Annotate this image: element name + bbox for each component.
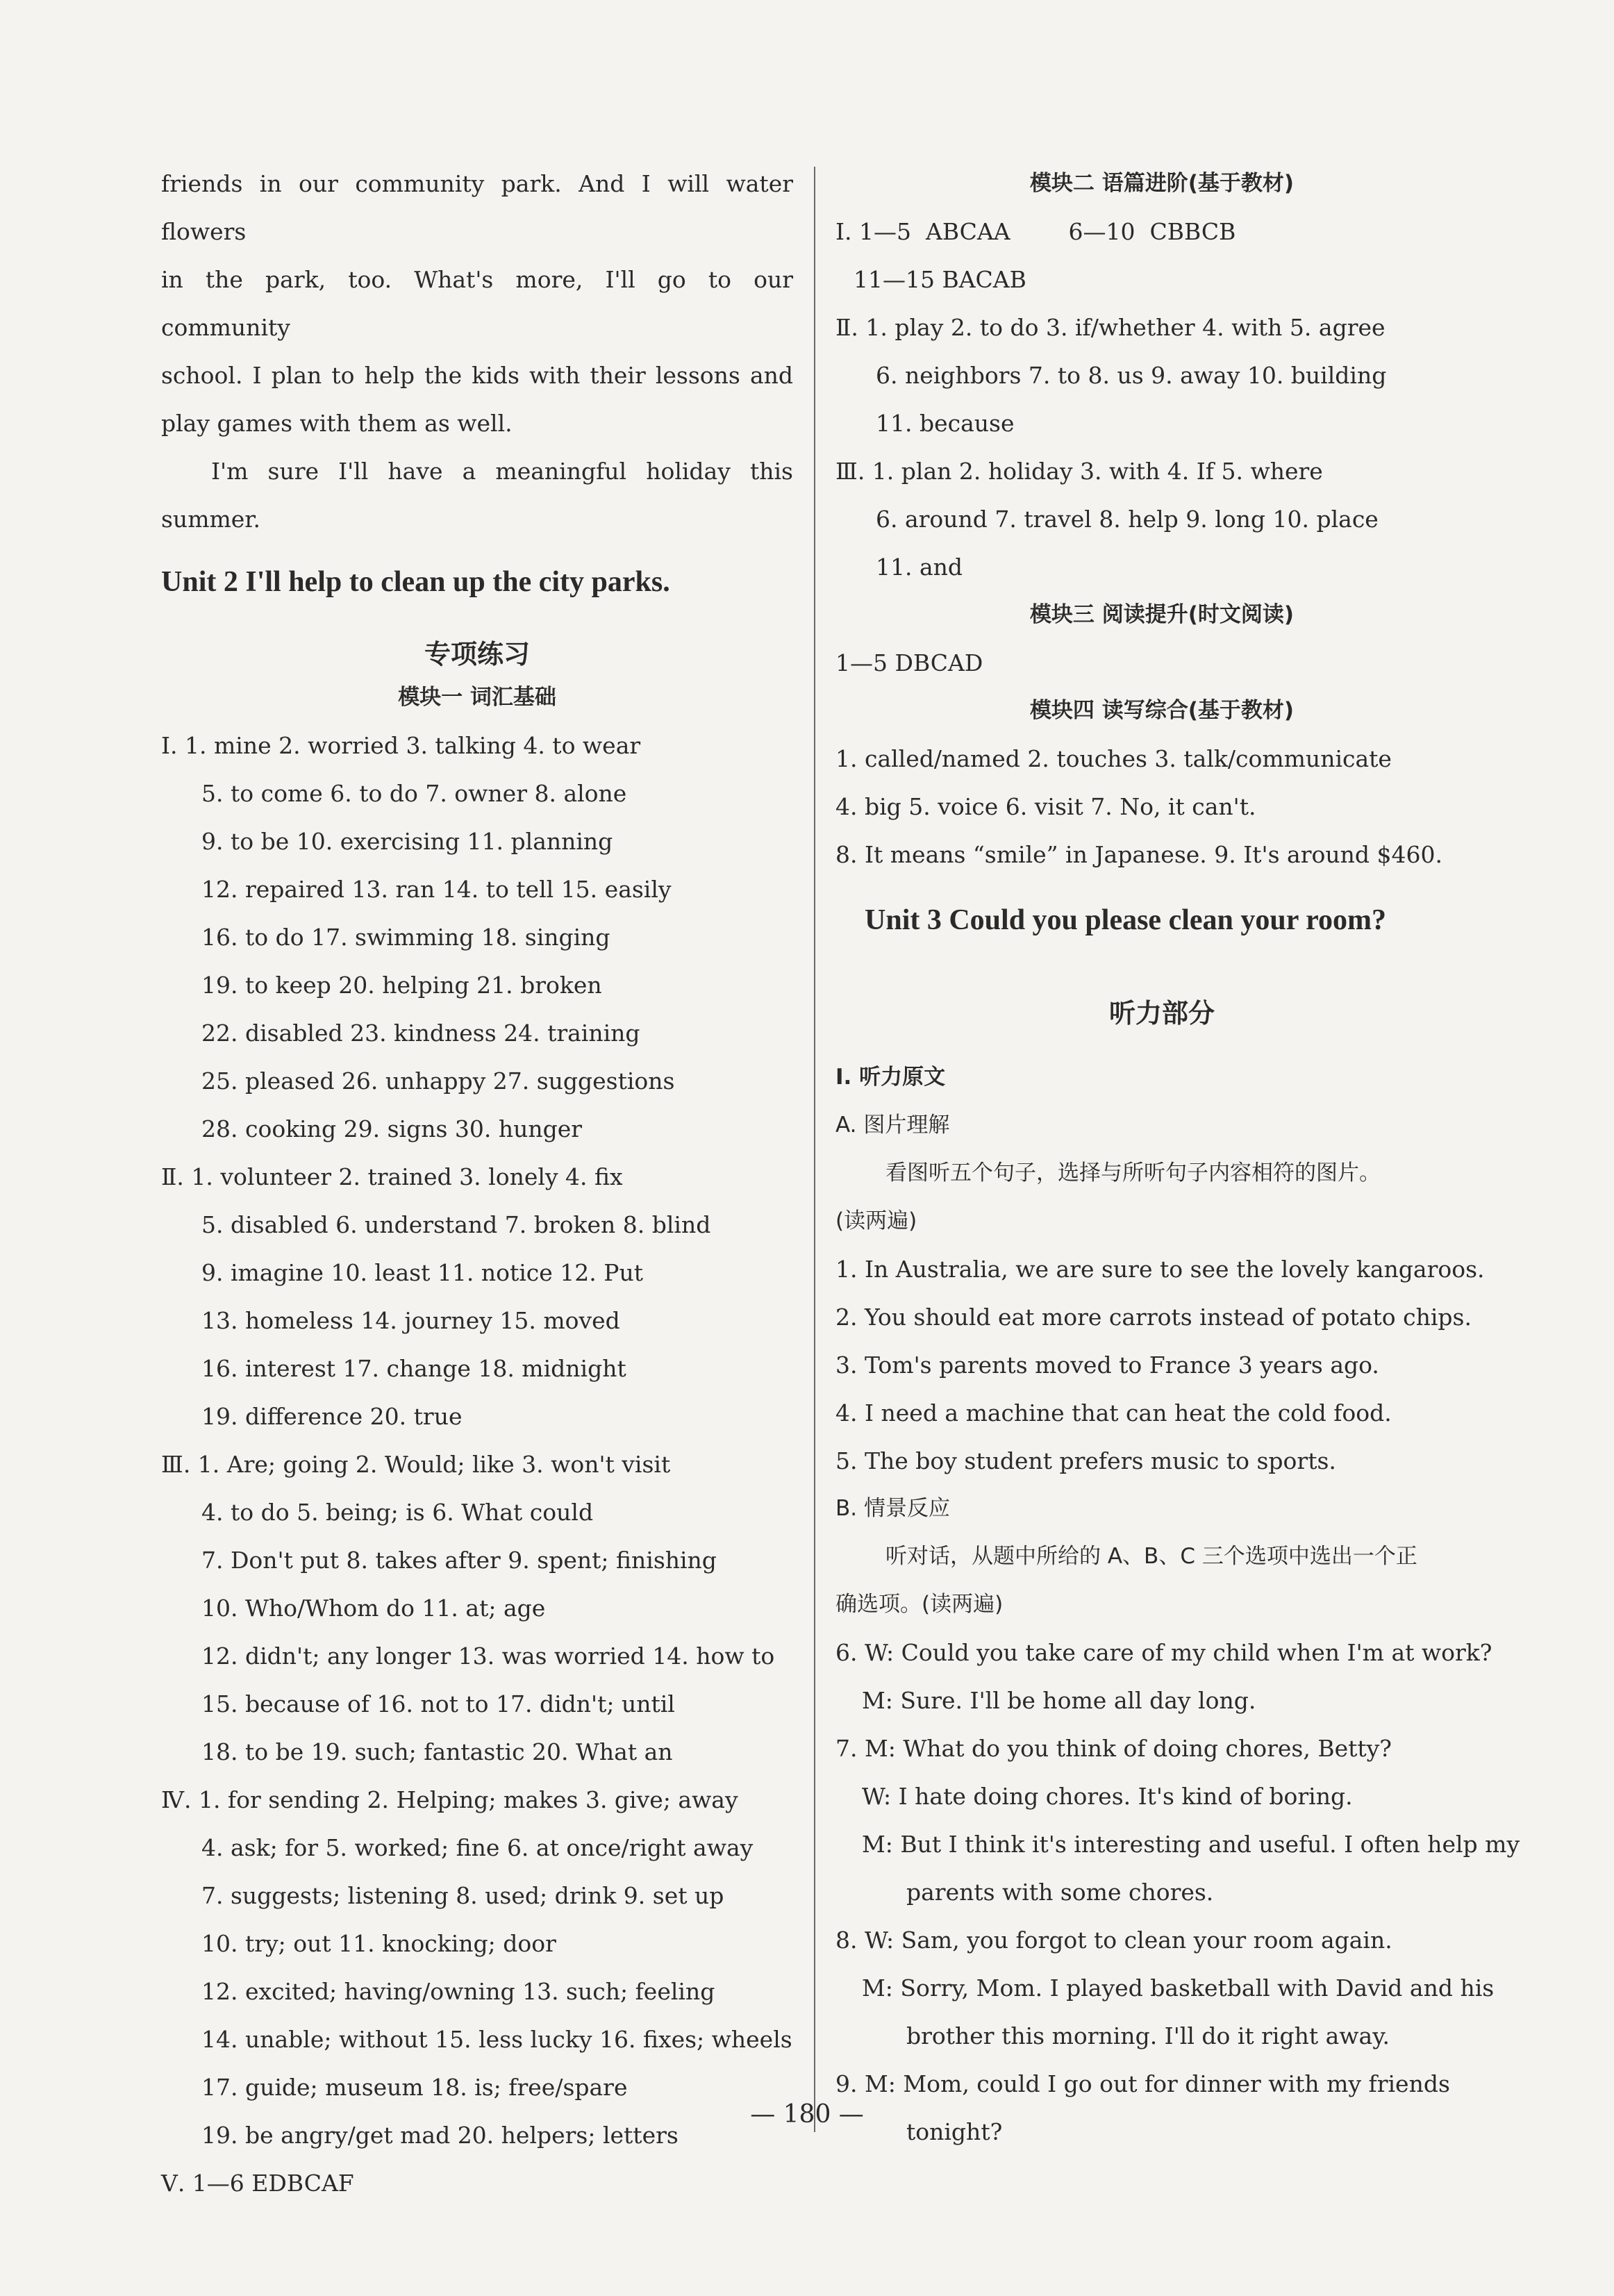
dialogue-line: M: Sure. I'll be home all day long. [862, 1687, 1256, 1714]
text-line: friends in our community park. And I will water flowers [161, 170, 793, 245]
intro-paragraph [161, 160, 793, 447]
answer-line: 19. to keep 20. helping 21. broken [201, 972, 602, 999]
instruction-text: (读两遍) [835, 1208, 917, 1233]
answer-line: 19. difference 20. true [201, 1403, 463, 1430]
answer-line: 1. called/named 2. touches 3. talk/communicate [835, 745, 1392, 772]
answer-line: 7. Don't put 8. takes after 9. spent; finishing [201, 1547, 717, 1574]
module-3-title: 模块三 阅读提升(时文阅读) [1029, 602, 1295, 627]
unit-2-title: Unit 2 I'll help to clean up the city parks. [161, 566, 670, 598]
answer-line: Ⅰ. 1. mine 2. worried 3. talking 4. to wear [161, 732, 641, 759]
answer-line: 18. to be 19. such; fantastic 20. What an [201, 1738, 673, 1765]
sentence-line: 4. I need a machine that can heat the cold food. [835, 1399, 1392, 1426]
unit-3-title: Unit 3 Could you please clean your room? [865, 904, 1386, 936]
page-number: — 180 — [750, 2100, 864, 2129]
answer-line: 11. and [876, 554, 963, 581]
dialogue-line: tonight? [906, 2118, 1003, 2145]
answer-line: Ⅳ. 1. for sending 2. Helping; makes 3. give; away [161, 1786, 738, 1813]
answer-line: 12. excited; having/owning 13. such; feeling [201, 1978, 715, 2005]
answer-line: 13. homeless 14. journey 15. moved [201, 1307, 620, 1334]
answer-line: 4. big 5. voice 6. visit 7. No, it can't. [835, 793, 1256, 820]
dialogue-line: parents with some chores. [906, 1879, 1214, 1906]
text-line: in the park, too. What's more, I'll go to our community [161, 266, 793, 341]
sentence-line: 5. The boy student prefers music to sports. [835, 1447, 1336, 1474]
answer-line: Ⅱ. 1. play 2. to do 3. if/whether 4. with 5. agree [835, 314, 1386, 341]
situation-section-heading: B. 情景反应 [835, 1496, 950, 1521]
dialogue-line: M: But I think it's interesting and useful. I often help my [862, 1831, 1520, 1858]
answer-line: 7. suggests; listening 8. used; drink 9. set up [201, 1882, 724, 1909]
dialogue-line: W: I hate doing chores. It's kind of boring. [862, 1783, 1353, 1810]
answer-line: 10. Who/Whom do 11. at; age [201, 1595, 546, 1622]
text-line: summer. [161, 506, 260, 533]
answer-line: 11—15 BACAB [854, 266, 1026, 293]
answer-line: 15. because of 16. not to 17. didn't; until [201, 1690, 675, 1717]
answer-line: 22. disabled 23. kindness 24. training [201, 1020, 640, 1047]
answer-line: 17. guide; museum 18. is; free/spare [201, 2074, 628, 2101]
instruction-text: 听对话，从题中所给的 A、B、C 三个选项中选出一个正 [885, 1544, 1417, 1569]
answer-line: 6. neighbors 7. to 8. us 9. away 10. building [876, 362, 1387, 389]
answer-line: 5. disabled 6. understand 7. broken 8. blind [201, 1211, 711, 1238]
dialogue-line: 6. W: Could you take care of my child when I'm at work? [835, 1639, 1492, 1666]
picture-section-heading: A. 图片理解 [835, 1113, 950, 1138]
module-4-title: 模块四 读写综合(基于教材) [1029, 698, 1295, 723]
answer-line: Ⅱ. 1. volunteer 2. trained 3. lonely 4. fix [161, 1163, 623, 1190]
answer-line: 8. It means “smile” in Japanese. 9. It's around $460. [835, 841, 1442, 868]
answer-line: 12. repaired 13. ran 14. to tell 15. easily [201, 876, 672, 903]
answer-line: 6. around 7. travel 8. help 9. long 10. place [876, 506, 1379, 533]
answer-line: 12. didn't; any longer 13. was worried 14. how to [201, 1642, 775, 1670]
answer-line: 4. ask; for 5. worked; fine 6. at once/right away [201, 1834, 754, 1861]
answer-line: Ⅲ. 1. plan 2. holiday 3. with 4. If 5. where [835, 458, 1323, 485]
dialogue-line: brother this morning. I'll do it right away. [906, 2022, 1390, 2049]
answer-list-vocabulary [161, 722, 793, 2207]
answer-line: 11. because [876, 410, 1015, 437]
answer-line: Ⅲ. 1. Are; going 2. Would; like 3. won't visit [161, 1451, 671, 1478]
sentence-line: 3. Tom's parents moved to France 3 years ago. [835, 1351, 1379, 1379]
section-title: 专项练习 [424, 639, 530, 669]
answer-line: Ⅰ. 1—5 ABCAA 6—10 CBBCB [835, 218, 1236, 245]
answer-line: 25. pleased 26. unhappy 27. suggestions [201, 1067, 675, 1095]
sentence-line: 1. In Australia, we are sure to see the lovely kangaroos. [835, 1256, 1485, 1283]
answer-line: Ⅴ. 1—6 EDBCAF [161, 2170, 354, 2197]
answer-line: 28. cooking 29. signs 30. hunger [201, 1115, 583, 1142]
module-1-title: 模块一 词汇基础 [398, 685, 556, 710]
answer-line: 1—5 DBCAD [835, 649, 983, 676]
left-column [161, 160, 793, 2207]
dialogue-line: 7. M: What do you think of doing chores, Betty? [835, 1735, 1392, 1762]
answer-line: 9. to be 10. exercising 11. planning [201, 828, 613, 855]
dialogue-line: M: Sorry, Mom. I played basketball with David and his [862, 1974, 1495, 2002]
text-line: school. I plan to help the kids with their lessons and [161, 362, 793, 389]
answer-line: 5. to come 6. to do 7. owner 8. alone [201, 780, 627, 807]
listening-section-title: 听力部分 [1108, 998, 1215, 1029]
answer-line: 14. unable; without 15. less lucky 16. fixes; wheels [201, 2026, 792, 2053]
answer-line: 16. to do 17. swimming 18. singing [201, 924, 610, 951]
sentence-line: 2. You should eat more carrots instead of potato chips. [835, 1304, 1472, 1331]
answer-line: 4. to do 5. being; is 6. What could [201, 1499, 594, 1526]
answer-line: 16. interest 17. change 18. midnight [201, 1355, 626, 1382]
answer-line: 10. try; out 11. knocking; door [201, 1930, 556, 1957]
closing-paragraph [161, 447, 793, 543]
text-line: I'm sure I'll have a meaningful holiday this [211, 458, 793, 485]
listening-script-heading: Ⅰ. 听力原文 [835, 1065, 946, 1090]
answer-line: 19. be angry/get mad 20. helpers; letters [201, 2122, 679, 2149]
instruction-text: 确选项。(读两遍) [835, 1592, 1004, 1617]
dialogue-line: 8. W: Sam, you forgot to clean your room again. [835, 1927, 1392, 1954]
right-column [835, 160, 1520, 2156]
text-line: play games with them as well. [161, 410, 513, 437]
answer-line: 9. imagine 10. least 11. notice 12. Put [201, 1259, 643, 1286]
module-2-title: 模块二 语篇进阶(基于教材) [1029, 171, 1295, 196]
dialogue-line: 9. M: Mom, could I go out for dinner with my friends [835, 2070, 1450, 2097]
column-divider [814, 167, 815, 2132]
instruction-text: 看图听五个句子，选择与所听句子内容相符的图片。 [885, 1161, 1381, 1186]
